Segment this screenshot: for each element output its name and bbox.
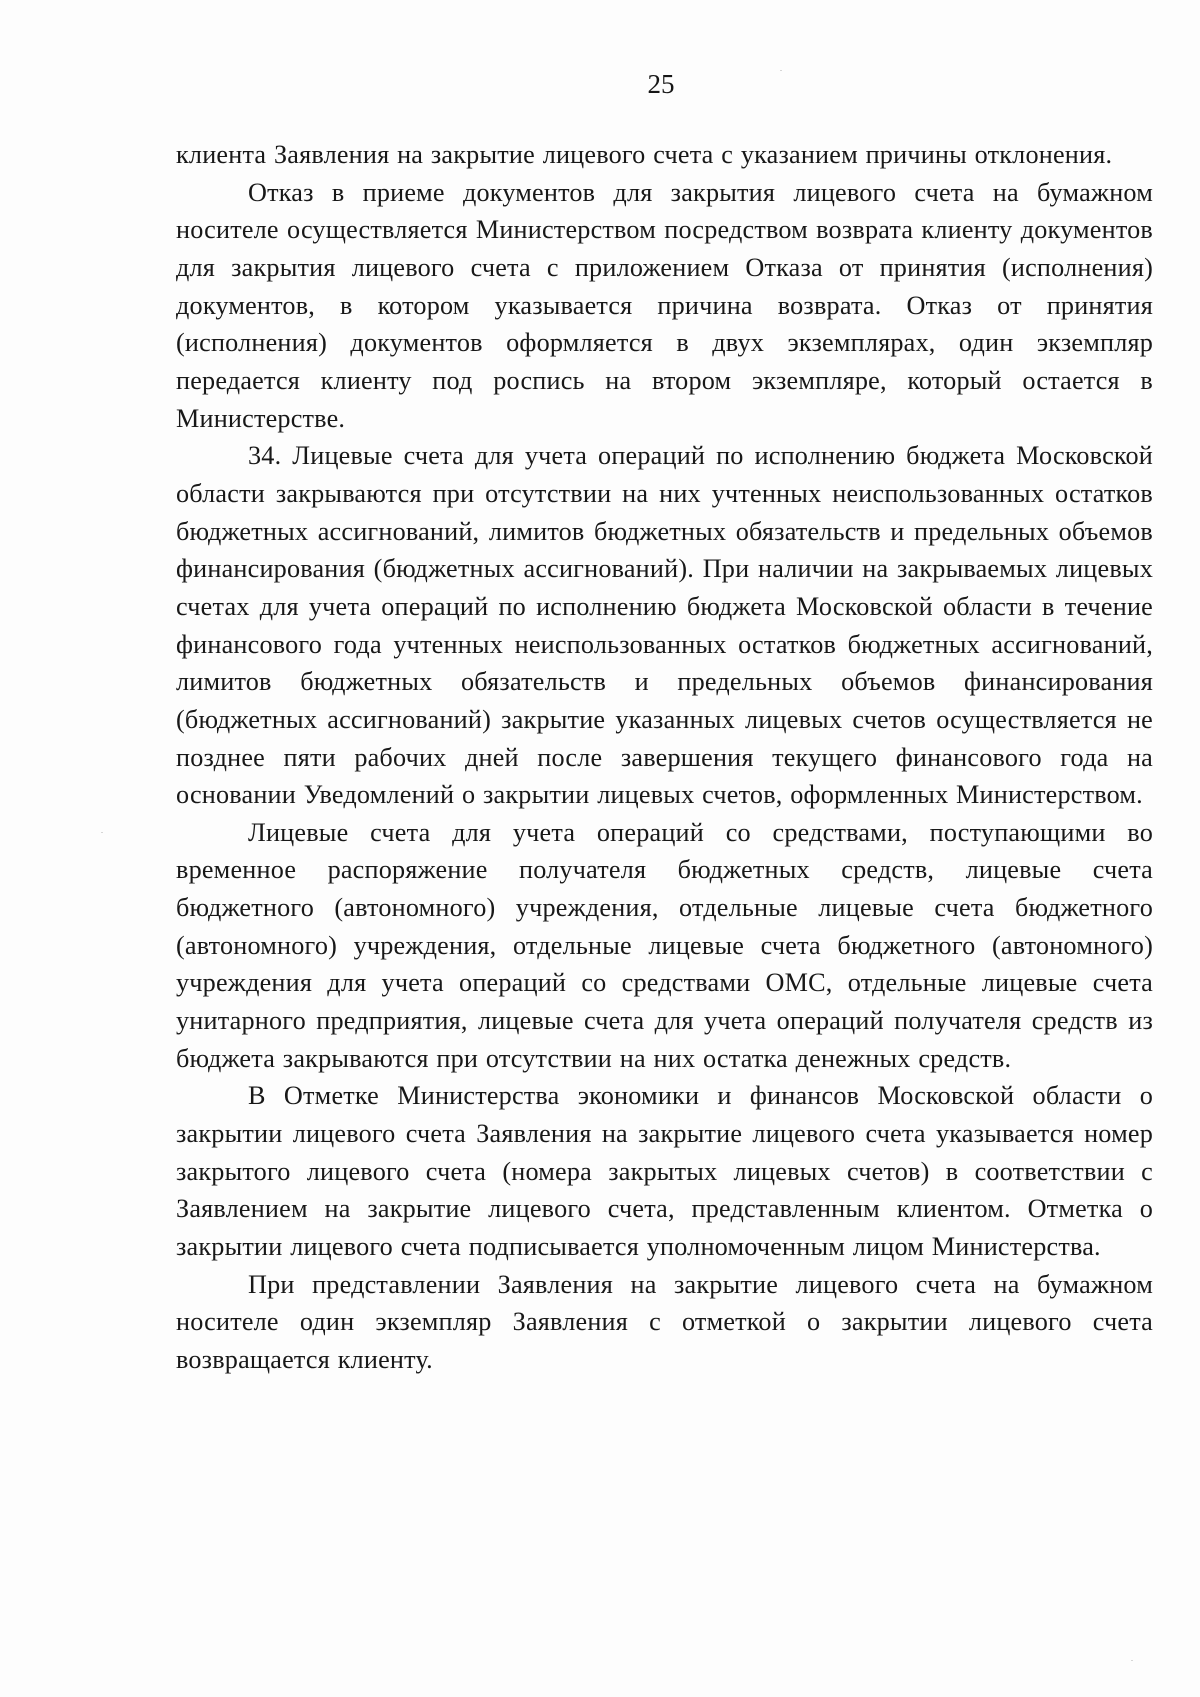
paragraph-34-budget-accounts-closing: 34. Лицевые счета для учета операций по исполнению бюджета Московской области закрываются при отсутствии на них учтенных неиспользованных остатков бюджетных ассигнований, лимитов бюджетных обязательств и предельных объемов финансирования (бюджетных ассигнований). При наличии на закрываемых лицевых счетах для учета операций по исполнению бюджета Московской области в течение финансового года учтенных неиспользованных остатков бюджетных ассигнований, лимитов бюджетных обязательств и предельных объемов финансирования (бюджетных ассигнований) закрытие указанных лицевых счетов осуществляется не позднее пяти рабочих дней после завершения текущего финансового года на основании Уведомлений о закрытии лицевых счетов, оформленных Министерством. [176,441,1153,810]
paragraph-ministry-mark: В Отметке Министерства экономики и финансов Московской области о закрытии лицевого счета Заявления на закрытие лицевого счета указывается номер закрытого лицевого счета (номера закрытых лицевых счетов) в соответствии с Заявлением на закрытие лицевого счета, представленным клиентом. Отметка о закрытии лицевого счета подписывается уполномоченным лицом Министерства. [176,1081,1153,1262]
page-number: 25 [647,69,675,99]
paragraph-refusal-paper-documents: Отказ в приеме документов для закрытия лицевого счета на бумажном носителе осуществляется Министерством посредством возврата клиенту документов для закрытия лицевого счета с приложением Отказа от принятия (исполнения) документов, в котором указывается причина возврата. Отказ от принятия (исполнения) документов оформляется в двух экземплярах, один экземпляр передается клиенту под роспись на втором экземпляре, который остается в Министерстве. [176,177,1153,433]
paragraph-other-accounts-closing: Лицевые счета для учета операций со средствами, поступающими во временное распоряжение получателя бюджетных средств, лицевые счета бюджетного (автономного) учреждения, отдельные лицевые счета бюджетного (автономного) учреждения, отдельные лицевые счета бюджетного (автономного) учреждения для учета операций со средствами ОМС, отдельные лицевые счета унитарного предприятия, лицевые счета для учета операций получателя средств из бюджета закрываются при отсутствии на них остатка денежных средств. [176,817,1153,1073]
paragraph-rejection-reason-end: клиента Заявления на закрытие лицевого счета с указанием причины отклонения. [176,140,1113,169]
scan-speck [101,832,103,833]
scan-speck [1131,1660,1133,1661]
paragraph-paper-application-return: При представлении Заявления на закрытие лицевого счета на бумажном носителе один экземпляр Заявления с отметкой о закрытии лицевого счета возвращается клиенту. [176,1269,1153,1374]
document-body [176,136,1153,1379]
scan-speck [780,70,782,71]
